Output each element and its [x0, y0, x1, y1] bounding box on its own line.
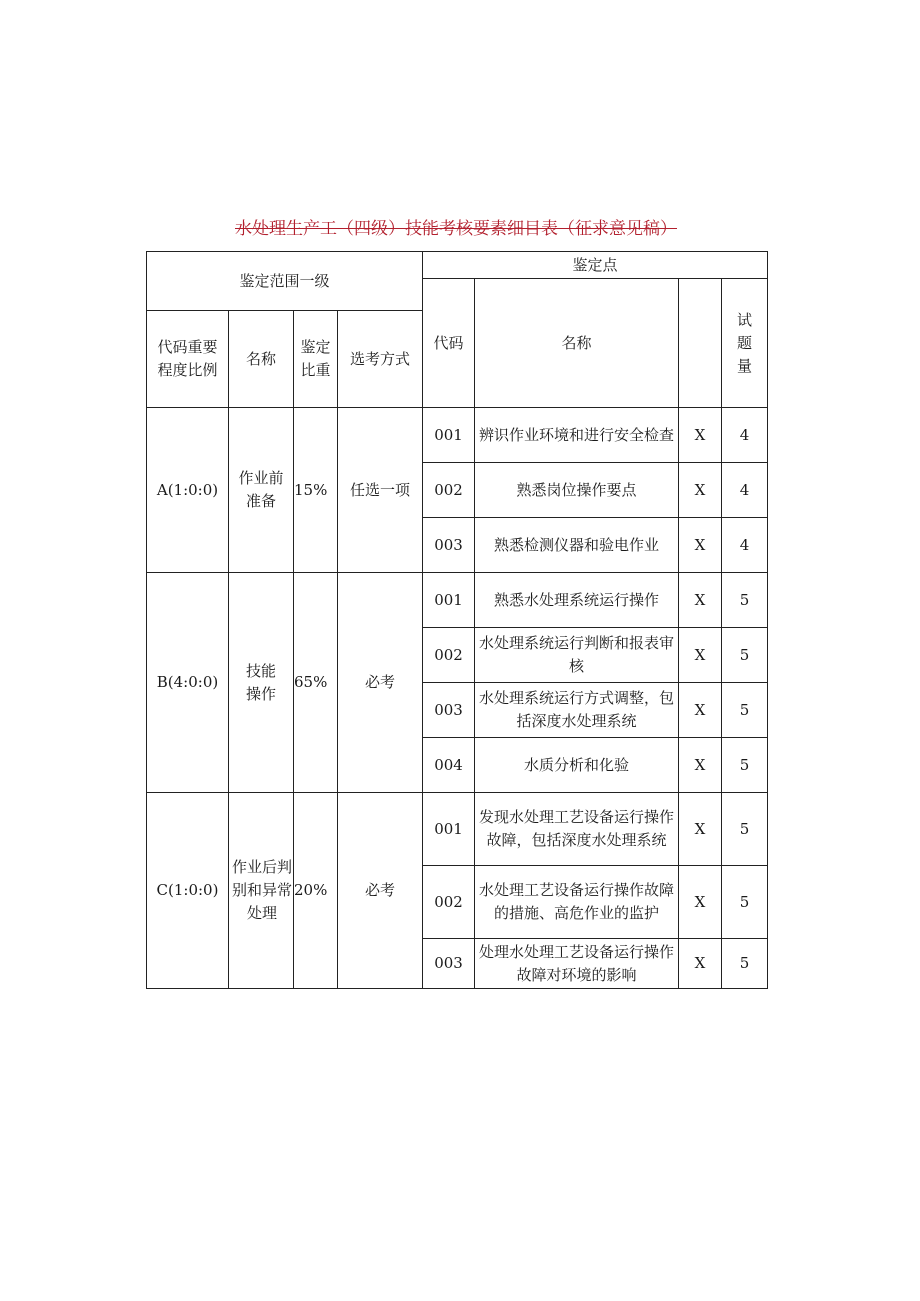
item-mark: X: [679, 463, 722, 518]
table-row: [147, 793, 768, 866]
group-weight: 15%: [294, 408, 338, 573]
item-name: 熟悉岗位操作要点: [475, 463, 679, 518]
item-mark: X: [679, 408, 722, 463]
item-mark: X: [679, 939, 722, 989]
item-name: 熟悉检测仪器和验电作业: [475, 518, 679, 573]
item-name: 熟悉水处理系统运行操作: [475, 573, 679, 628]
item-qty: 5: [722, 939, 768, 989]
header-name: 名称: [229, 311, 294, 408]
header-weight: 鉴定比重: [294, 311, 338, 408]
item-code: 001: [423, 793, 475, 866]
group-weight: 20%: [294, 793, 338, 989]
item-code: 003: [423, 518, 475, 573]
item-name: 水处理系统运行方式调整，包括深度水处理系统: [475, 683, 679, 738]
header-quantity: 试题量: [722, 279, 768, 408]
item-qty: 4: [722, 408, 768, 463]
item-qty: 4: [722, 518, 768, 573]
table-row: [147, 408, 768, 463]
item-code: 001: [423, 408, 475, 463]
item-mark: X: [679, 573, 722, 628]
item-name: 水处理工艺设备运行操作故障的措施、高危作业的监护: [475, 866, 679, 939]
item-qty: 4: [722, 463, 768, 518]
header-point-name: 名称: [475, 279, 679, 408]
item-mark: X: [679, 518, 722, 573]
header-code-ratio: 代码重要程度比例: [147, 311, 229, 408]
group-name: 技能操作: [229, 573, 294, 793]
group-code: C(1:0:0): [147, 793, 229, 989]
header-exam-mode: 选考方式: [338, 311, 423, 408]
item-qty: 5: [722, 866, 768, 939]
group-name: 作业前准备: [229, 408, 294, 573]
item-name: 处理水处理工艺设备运行操作故障对环境的影响: [475, 939, 679, 989]
item-code: 003: [423, 939, 475, 989]
item-code: 001: [423, 573, 475, 628]
group-mode: 必考: [338, 573, 423, 793]
item-code: 002: [423, 866, 475, 939]
item-name: 辨识作业环境和进行安全检查: [475, 408, 679, 463]
group-mode: 必考: [338, 793, 423, 989]
item-name: 水处理系统运行判断和报表审核: [475, 628, 679, 683]
header-points: 鉴定点: [423, 252, 768, 279]
item-mark: X: [679, 683, 722, 738]
item-qty: 5: [722, 683, 768, 738]
item-name: 水质分析和化验: [475, 738, 679, 793]
item-qty: 5: [722, 793, 768, 866]
header-blank: [679, 279, 722, 408]
item-code: 002: [423, 463, 475, 518]
item-code: 003: [423, 683, 475, 738]
group-weight: 65%: [294, 573, 338, 793]
item-mark: X: [679, 738, 722, 793]
item-qty: 5: [722, 738, 768, 793]
item-mark: X: [679, 866, 722, 939]
item-code: 002: [423, 628, 475, 683]
header-scope-level1: 鉴定范围一级: [147, 252, 423, 311]
header-code: 代码: [423, 279, 475, 408]
group-code: B(4:0:0): [147, 573, 229, 793]
group-name: 作业后判别和异常处理: [229, 793, 294, 989]
document-title: 水处理生产工（四级）技能考核要素细目表（征求意见稿）: [235, 219, 677, 239]
item-mark: X: [679, 793, 722, 866]
item-mark: X: [679, 628, 722, 683]
item-qty: 5: [722, 573, 768, 628]
item-code: 004: [423, 738, 475, 793]
group-code: A(1:0:0): [147, 408, 229, 573]
item-name: 发现水处理工艺设备运行操作故障，包括深度水处理系统: [475, 793, 679, 866]
skills-table: [146, 251, 768, 989]
item-qty: 5: [722, 628, 768, 683]
group-mode: 任选一项: [338, 408, 423, 573]
table-row: [147, 573, 768, 628]
